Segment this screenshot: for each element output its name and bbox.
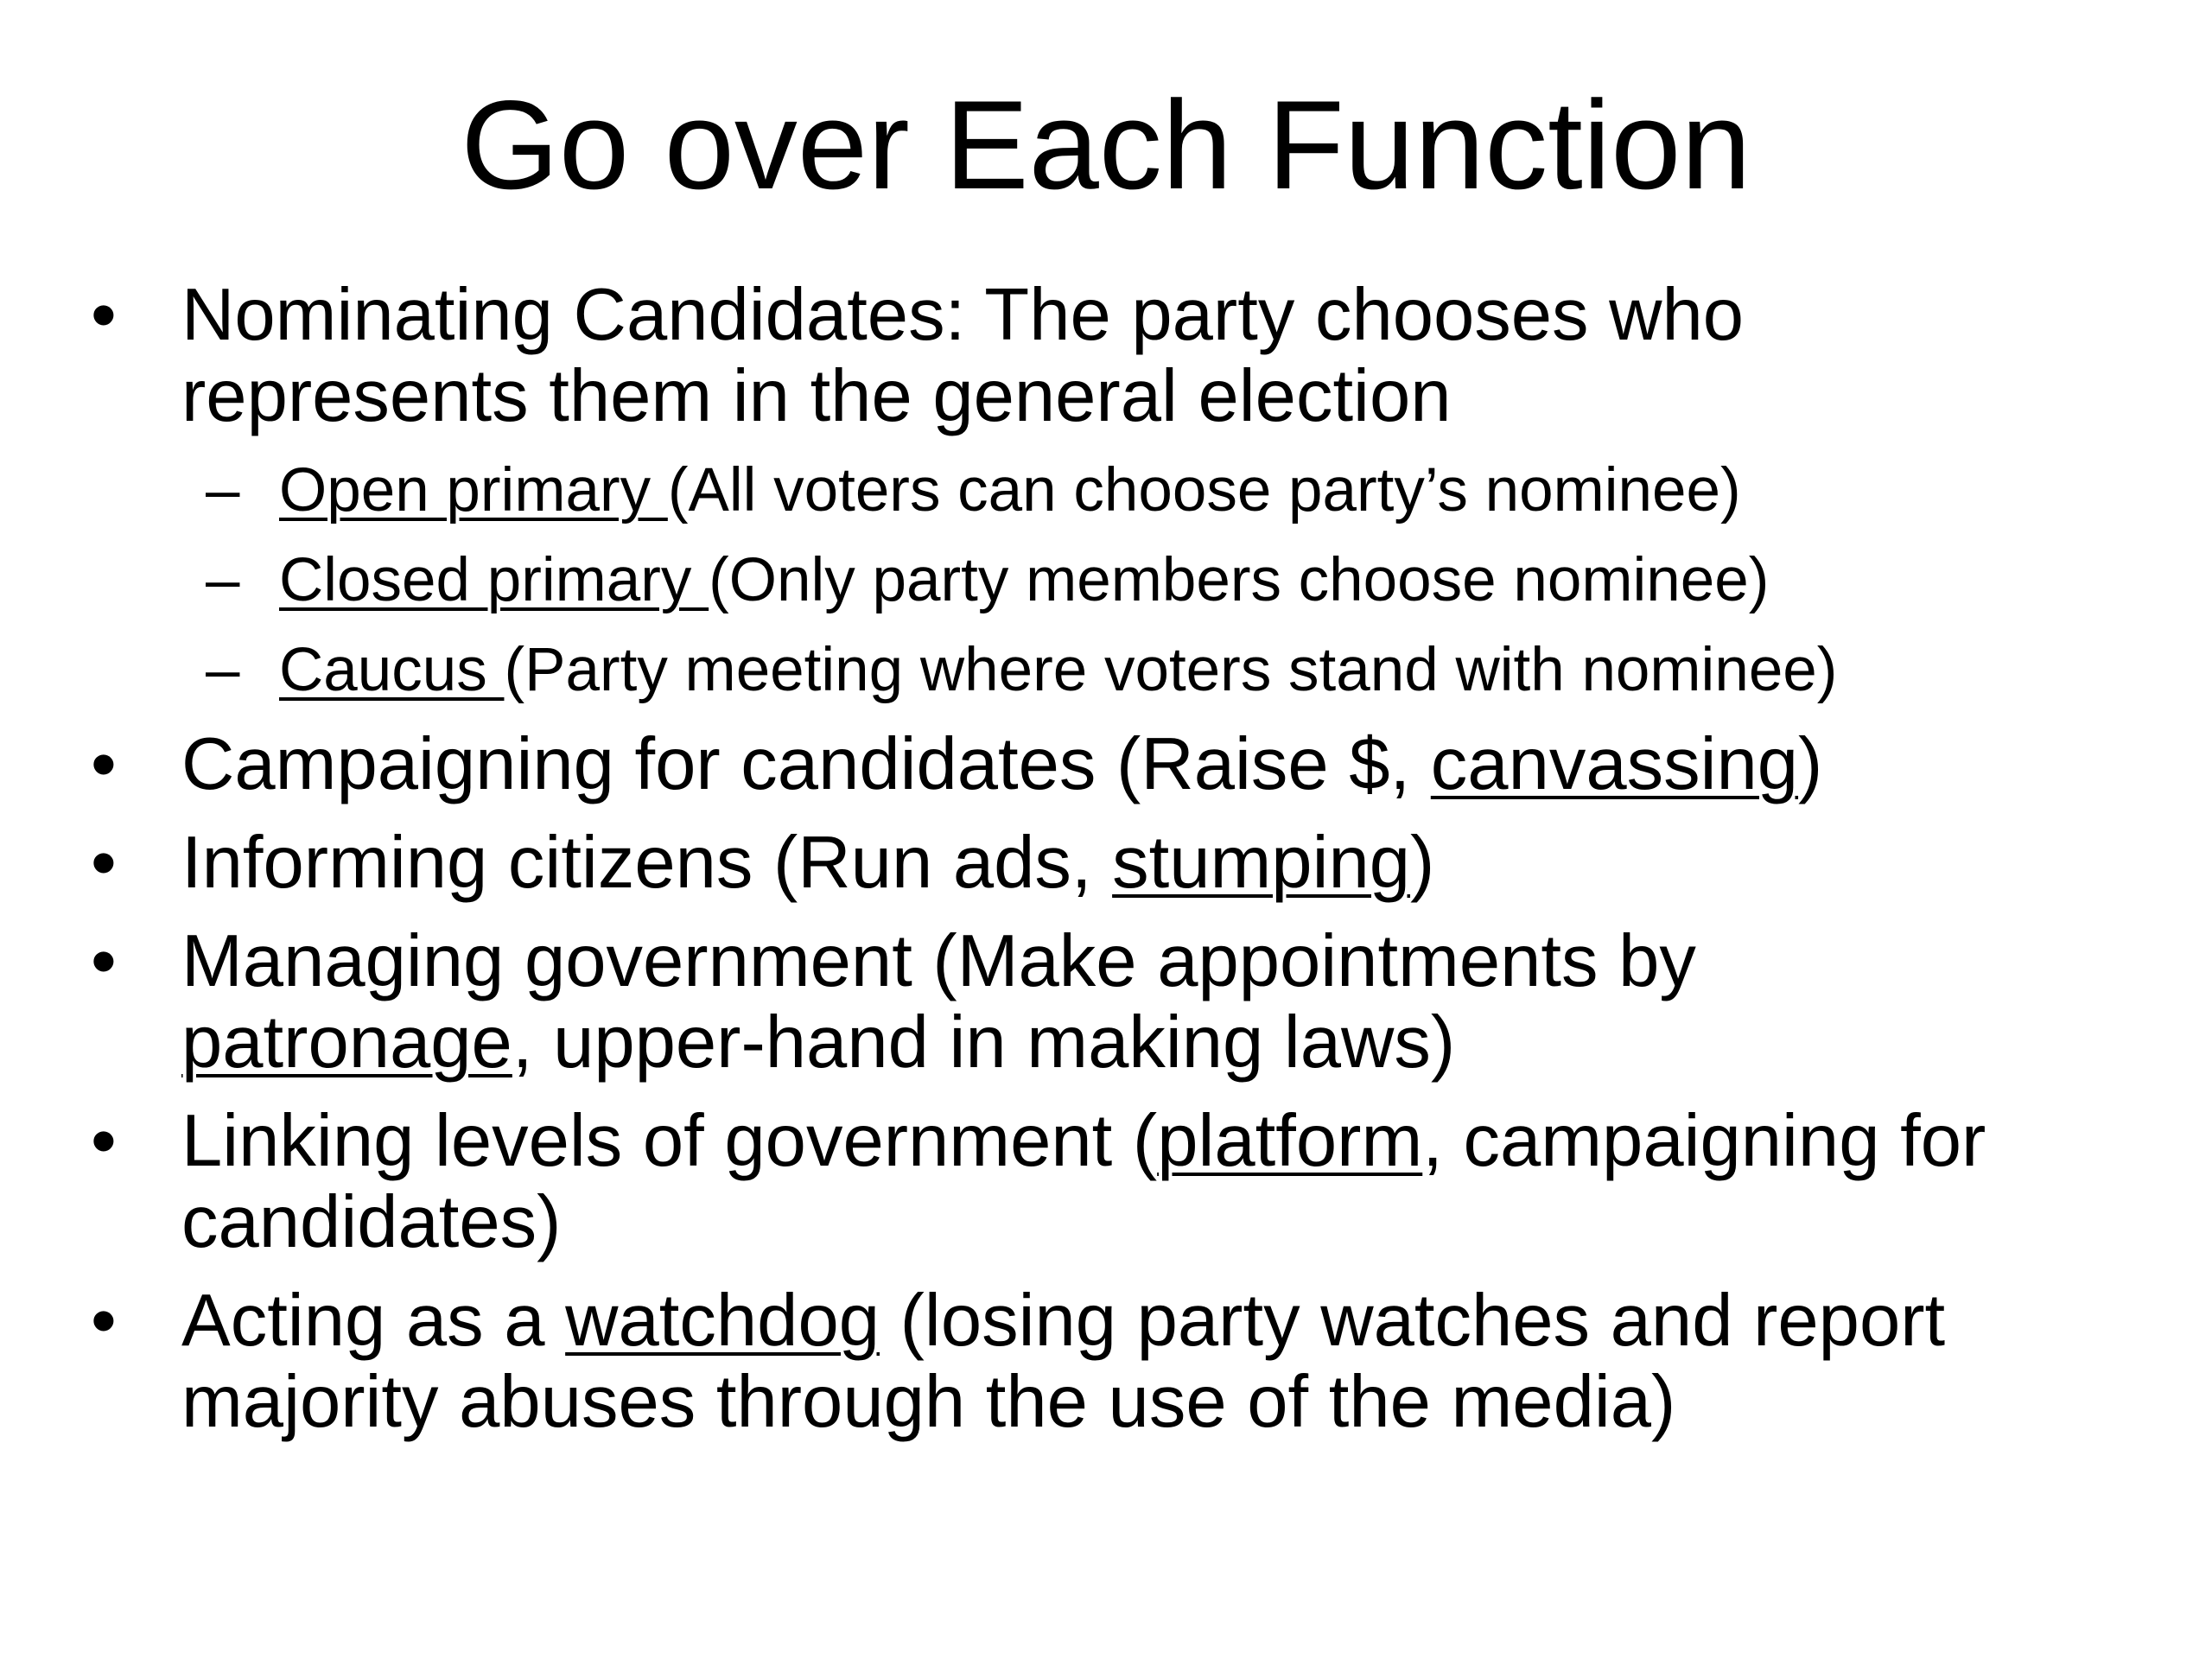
dash-mark: – — [206, 546, 240, 614]
bullet-mark: • — [91, 822, 117, 904]
text-run: (losing party watches and report — [880, 1280, 1946, 1362]
bullet-line — [181, 275, 2113, 356]
bullet-line — [181, 823, 2113, 904]
bullet-line — [181, 1281, 2113, 1362]
text-run: Acting as a — [181, 1280, 566, 1362]
dash-mark: – — [206, 636, 240, 704]
text-run: (All voters can choose party’s nominee) — [667, 456, 1741, 524]
text-run: , upper-hand in making laws) — [512, 1001, 1456, 1084]
text-run: ) — [1798, 723, 1823, 805]
bullet-mark: • — [91, 723, 117, 805]
bullet-line — [181, 1002, 2113, 1084]
underlined-term: Open primary — [279, 456, 668, 524]
text-run: (Party meeting where voters stand with nominee) — [504, 636, 1838, 704]
bullet-item — [91, 823, 2113, 904]
bullet-item — [91, 724, 2113, 805]
underlined-term: platform — [1157, 1100, 1423, 1182]
text-run: , campaigning for — [1422, 1100, 1986, 1182]
underlined-term: canvassing — [1430, 723, 1799, 805]
bullet-line — [181, 921, 2113, 1002]
text-run: Campaigning for candidates (Raise $, — [181, 723, 1431, 805]
sub-item — [91, 454, 2113, 527]
text-run: Managing government (Make appointments by — [181, 920, 1696, 1002]
text-run: Linking levels of government ( — [181, 1100, 1158, 1182]
slide-body — [91, 275, 2113, 1460]
bullet-line — [181, 1182, 2113, 1263]
text-run: ) — [1410, 822, 1435, 904]
underlined-term: stumping — [1112, 822, 1411, 904]
dash-mark: – — [206, 456, 240, 524]
text-run: majority abuses through the use of the media) — [181, 1361, 1676, 1443]
underlined-term: watchdog — [565, 1280, 880, 1362]
bullet-mark: • — [91, 1280, 117, 1362]
bullet-item — [91, 1101, 2113, 1263]
sub-item — [91, 544, 2113, 617]
bullet-mark: • — [91, 1100, 117, 1182]
underlined-term: patronage — [181, 1001, 512, 1084]
sub-list — [91, 454, 2113, 707]
underlined-term: Closed primary — [279, 546, 709, 614]
text-run: Informing citizens (Run ads, — [181, 822, 1113, 904]
bullet-item — [91, 275, 2113, 437]
bullet-mark: • — [91, 274, 117, 356]
bullet-item — [91, 921, 2113, 1084]
text-run: candidates) — [181, 1181, 562, 1263]
underlined-term: Caucus — [279, 636, 505, 704]
text-run: (Only party members choose nominee) — [709, 546, 1770, 614]
bullet-item — [91, 1281, 2113, 1443]
bullet-line — [181, 1101, 2113, 1182]
bullet-line — [181, 724, 2113, 805]
bullet-mark: • — [91, 920, 117, 1002]
bullet-line — [181, 1362, 2113, 1443]
sub-item — [91, 634, 2113, 707]
text-run: represents them in the general election — [181, 355, 1452, 437]
slide-title: Go over Each Function — [461, 74, 1751, 215]
text-run: Nominating Candidates: The party chooses who — [181, 274, 1745, 356]
bullet-line — [181, 356, 2113, 437]
